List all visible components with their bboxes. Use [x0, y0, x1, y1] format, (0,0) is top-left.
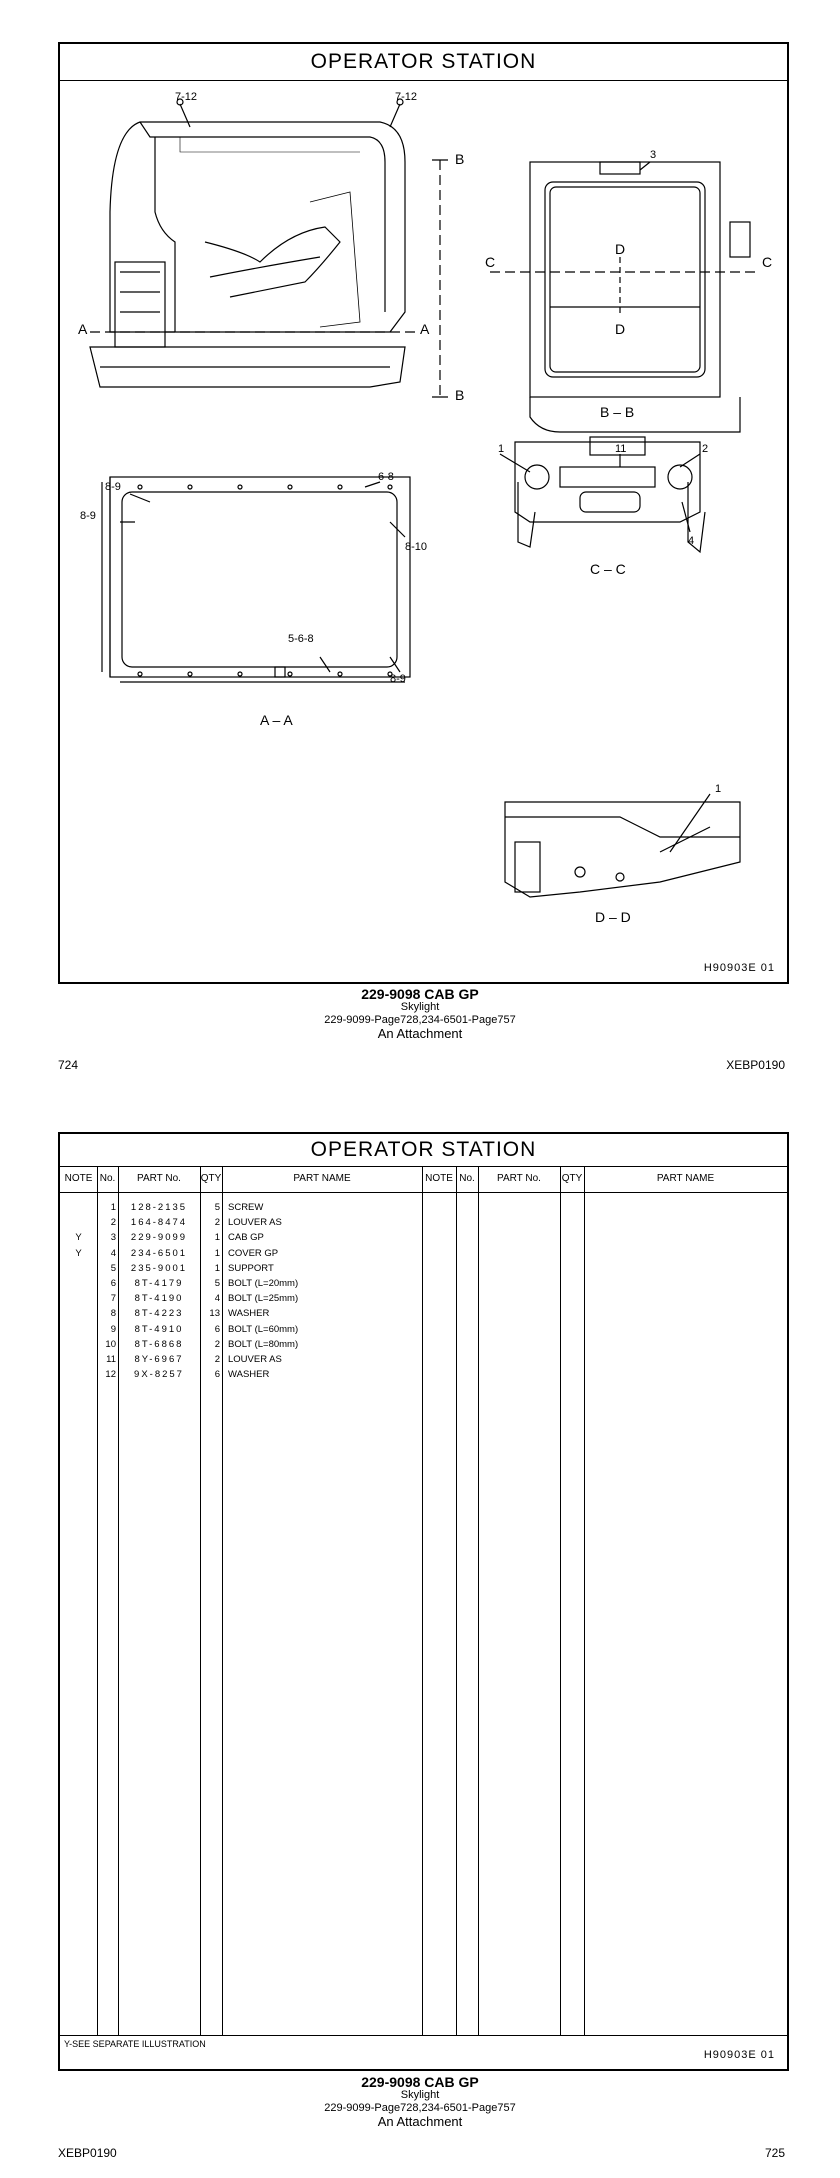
illustration-ref-code: H90903E 01 — [703, 962, 775, 974]
col-header-qty-2: QTY — [561, 1173, 583, 1184]
part-no: 3 — [110, 1232, 116, 1244]
page-number-left: 724 — [58, 1058, 79, 1072]
col-header-qty: QTY — [200, 1173, 222, 1184]
caption-attachment-2: An Attachment — [377, 2114, 463, 2129]
part-part_no: 234-6501 — [130, 1247, 188, 1259]
callout-5-6-8: 5-6-8 — [288, 633, 314, 645]
col-header-part-name: PART NAME — [293, 1173, 351, 1184]
part-qty: 2 — [214, 1217, 220, 1229]
part-note: Y — [75, 1232, 82, 1244]
part-part_no: 8Y-6967 — [134, 1354, 184, 1365]
col-header-note-2: NOTE — [425, 1173, 453, 1184]
part-no: 2 — [110, 1217, 116, 1229]
part-part_no: 8T-4179 — [134, 1278, 184, 1289]
callout-1-dd: 1 — [715, 783, 722, 795]
part-no: 1 — [110, 1202, 116, 1213]
exploded-view-drawing — [60, 82, 787, 982]
part-qty: 13 — [209, 1308, 220, 1320]
part-name: BOLT (L=20mm) — [228, 1278, 299, 1289]
section-b-bottom: B — [455, 387, 465, 403]
part-no: 9 — [110, 1323, 116, 1335]
callout-3: 3 — [650, 149, 657, 161]
col-header-part-no-2: PART No. — [497, 1173, 541, 1184]
part-part_no: 128-2135 — [130, 1202, 188, 1213]
callout-8-9-bottom: 8-9 — [390, 673, 406, 685]
part-qty: 1 — [214, 1232, 220, 1244]
section-c-view — [515, 437, 705, 552]
col-header-part-no: PART No. — [137, 1173, 181, 1184]
part-no: 4 — [110, 1247, 116, 1259]
section-d-bottom: D — [615, 321, 626, 337]
part-name: LOUVER AS — [228, 1354, 282, 1365]
col-divider — [560, 1166, 561, 2035]
col-divider — [222, 1166, 223, 2035]
part-part_no: 235-9001 — [130, 1262, 188, 1274]
part-qty: 6 — [214, 1369, 220, 1381]
part-qty: 1 — [214, 1262, 220, 1274]
page-number-right: 725 — [764, 2146, 785, 2160]
parts-page-title: OPERATOR STATION — [310, 1138, 537, 1161]
part-no: 6 — [110, 1278, 116, 1289]
header-divider — [60, 1192, 787, 1193]
callout-11: 11 — [615, 443, 627, 455]
parts-list-frame — [58, 1132, 789, 2071]
caption-references-2: 229-9099-Page728,234-6501-Page757 — [324, 2102, 516, 2114]
callout-7-12-left: 7-12 — [175, 91, 198, 103]
part-name: WASHER — [228, 1369, 270, 1381]
part-qty: 4 — [214, 1293, 220, 1305]
part-part_no: 8T-4223 — [134, 1308, 184, 1320]
section-c-left: C — [485, 254, 496, 270]
part-no: 5 — [110, 1262, 116, 1274]
callout-1-cc: 1 — [498, 443, 505, 455]
part-note: Y — [75, 1247, 82, 1259]
part-part_no: 8T-4910 — [134, 1323, 184, 1335]
floor-plan-view — [102, 477, 410, 682]
caption-subtitle-2: Skylight — [400, 2089, 440, 2101]
part-name: CAB GP — [228, 1232, 264, 1244]
part-name: BOLT (L=25mm) — [228, 1293, 299, 1305]
callout-8-9-side: 8-9 — [80, 510, 96, 522]
part-part_no: 164-8474 — [130, 1217, 188, 1229]
part-no: 12 — [105, 1369, 116, 1381]
cab-rear-view — [490, 162, 760, 432]
callout-7-12-right: 7-12 — [395, 91, 418, 103]
part-qty: 6 — [214, 1323, 220, 1335]
section-a-right: A — [420, 321, 430, 337]
parts-ref-code: H90903E 01 — [703, 2049, 775, 2061]
doc-code-right: XEBP0190 — [726, 1058, 785, 1072]
part-no: 7 — [110, 1293, 116, 1305]
part-name: COVER GP — [228, 1247, 279, 1259]
caption-attachment: An Attachment — [377, 1026, 463, 1041]
col-divider — [422, 1166, 423, 2035]
view-label-dd: D – D — [595, 909, 631, 925]
part-part_no: 8T-4190 — [134, 1293, 184, 1305]
view-label-bb: B – B — [600, 404, 635, 420]
view-label-cc: C – C — [590, 561, 626, 577]
part-qty: 5 — [214, 1278, 220, 1289]
section-a-left: A — [78, 321, 88, 337]
part-part_no: 229-9099 — [130, 1232, 188, 1244]
page2-caption — [0, 2076, 840, 2128]
page1-caption — [0, 988, 840, 1040]
part-name: WASHER — [228, 1308, 270, 1320]
caption-references: 229-9099-Page728,234-6501-Page757 — [324, 1014, 516, 1026]
col-header-part-name-2: PART NAME — [656, 1173, 715, 1184]
part-qty: 1 — [214, 1247, 220, 1259]
section-d-top: D — [615, 241, 626, 257]
col-divider — [584, 1166, 585, 2035]
part-part_no: 8T-6868 — [134, 1338, 184, 1350]
part-qty: 5 — [214, 1202, 220, 1213]
section-d-view — [505, 802, 740, 897]
doc-code-left: XEBP0190 — [58, 2146, 117, 2160]
col-divider — [478, 1166, 479, 2035]
caption-title-2: 229-9098 CAB GP — [361, 2074, 479, 2090]
part-qty: 2 — [214, 1354, 220, 1365]
col-header-no: No. — [99, 1173, 116, 1184]
section-c-right: C — [762, 254, 773, 270]
col-header-note: NOTE — [64, 1173, 93, 1184]
part-name: SCREW — [228, 1202, 264, 1213]
part-name: LOUVER AS — [228, 1217, 282, 1229]
callout-8-10: 8-10 — [405, 541, 428, 553]
view-label-aa: A – A — [260, 712, 293, 728]
caption-title: 229-9098 CAB GP — [361, 986, 479, 1002]
part-name: BOLT (L=80mm) — [228, 1338, 299, 1350]
part-name: BOLT (L=60mm) — [228, 1323, 299, 1335]
callout-6-8: 6-8 — [378, 471, 394, 483]
part-no: 10 — [105, 1338, 116, 1350]
callout-8-9-top: 8-9 — [105, 481, 121, 493]
part-part_no: 9X-8257 — [134, 1369, 184, 1381]
footnote: Y-SEE SEPARATE ILLUSTRATION — [64, 2039, 206, 2049]
col-header-no-2: No. — [459, 1173, 475, 1184]
title-divider-2 — [60, 1166, 787, 1167]
part-no: 11 — [106, 1354, 116, 1365]
title-divider — [60, 80, 787, 81]
callout-4: 4 — [688, 535, 695, 547]
callout-2: 2 — [702, 443, 709, 455]
col-divider — [456, 1166, 457, 2035]
part-name: SUPPORT — [228, 1262, 274, 1274]
illustration-frame — [58, 42, 789, 984]
section-b-top: B — [455, 151, 465, 167]
caption-subtitle: Skylight — [400, 1001, 440, 1013]
footer-divider — [60, 2035, 787, 2036]
page-title: OPERATOR STATION — [310, 50, 537, 73]
cab-side-view — [90, 99, 405, 387]
part-no: 8 — [110, 1308, 116, 1320]
part-qty: 2 — [214, 1338, 220, 1350]
